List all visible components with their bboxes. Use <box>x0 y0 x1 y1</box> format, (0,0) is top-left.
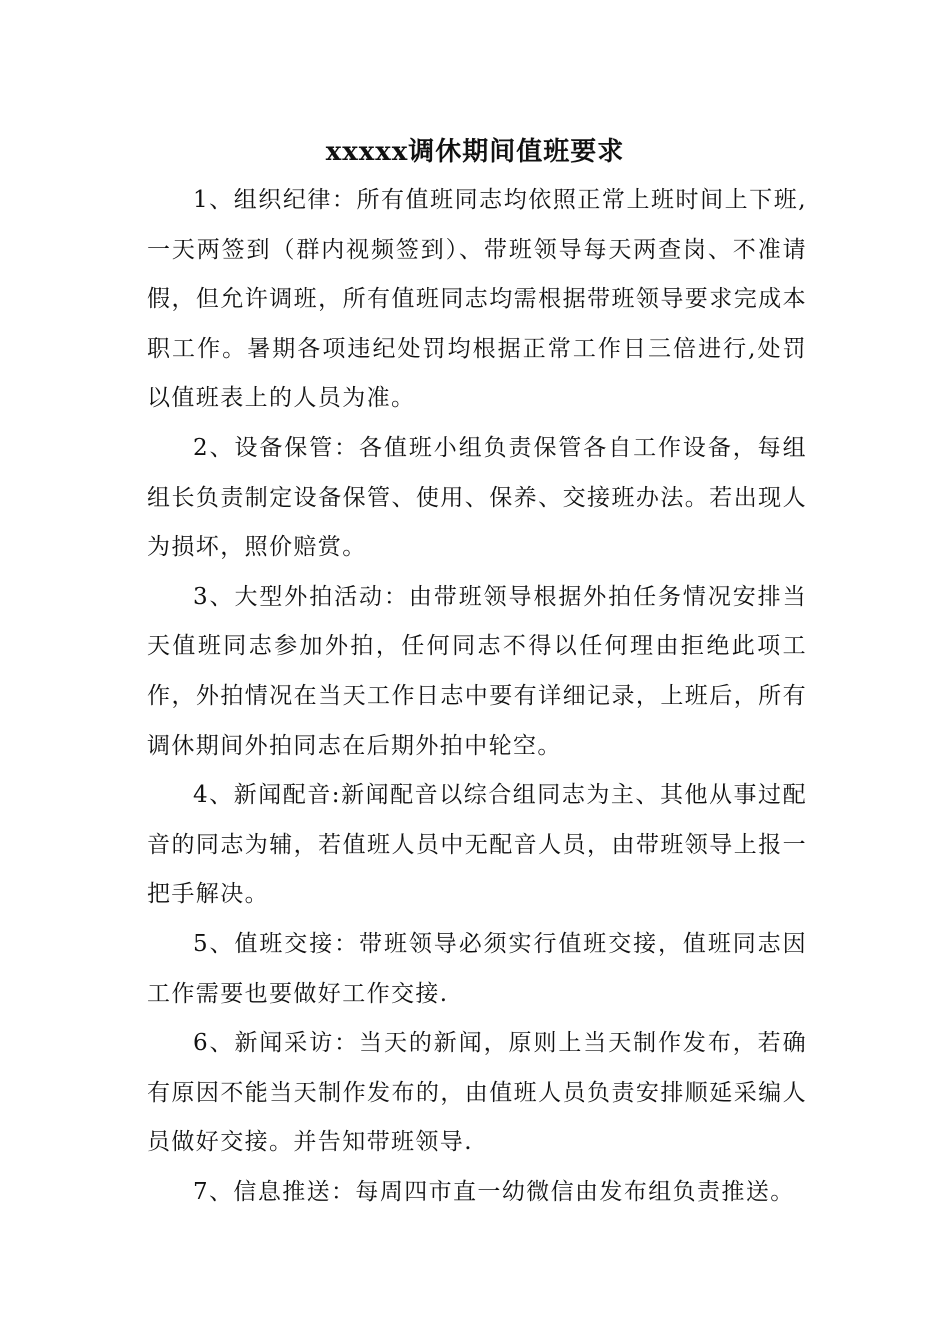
document-body <box>147 176 807 1217</box>
paragraph-1: 1、组织纪律：所有值班同志均依照正常上班时间上下班,一天两签到（群内视频签到）、带班领导每天两查岗、不准请假，但允许调班，所有值班同志均需根据带班领导要求完成本职工作。暑期各项违纪处罚均根据正常工作日三倍进行,处罚以值班表上的人员为准。 <box>147 187 807 412</box>
paragraph-3: 3、大型外拍活动：由带班领导根据外拍任务情况安排当天值班同志参加外拍，任何同志不得以任何理由拒绝此项工作，外拍情况在当天工作日志中要有详细记录，上班后，所有调休期间外拍同志在后期外拍中轮空。 <box>147 583 807 759</box>
paragraph-7: 7、信息推送：每周四市直一幼微信由发布组负责推送。 <box>193 1178 795 1205</box>
paragraph-5: 5、值班交接：带班领导必须实行值班交接，值班同志因工作需要也要做好工作交接. <box>147 930 807 1007</box>
paragraph-6: 6、新闻采访：当天的新闻，原则上当天制作发布，若确有原因不能当天制作发布的，由值班人员负责安排顺延采编人员做好交接。并告知带班领导. <box>147 1030 807 1156</box>
paragraph-2: 2、设备保管：各值班小组负责保管各自工作设备，每组组长负责制定设备保管、使用、保养、交接班办法。若出现人为损坏，照价赔赏。 <box>147 434 807 561</box>
paragraph-4: 4、新闻配音:新闻配音以综合组同志为主、其他从事过配音的同志为辅，若值班人员中无配音人员，由带班领导上报一把手解决。 <box>147 782 807 908</box>
document-title: xxxxx调休期间值班要求 <box>325 137 625 167</box>
